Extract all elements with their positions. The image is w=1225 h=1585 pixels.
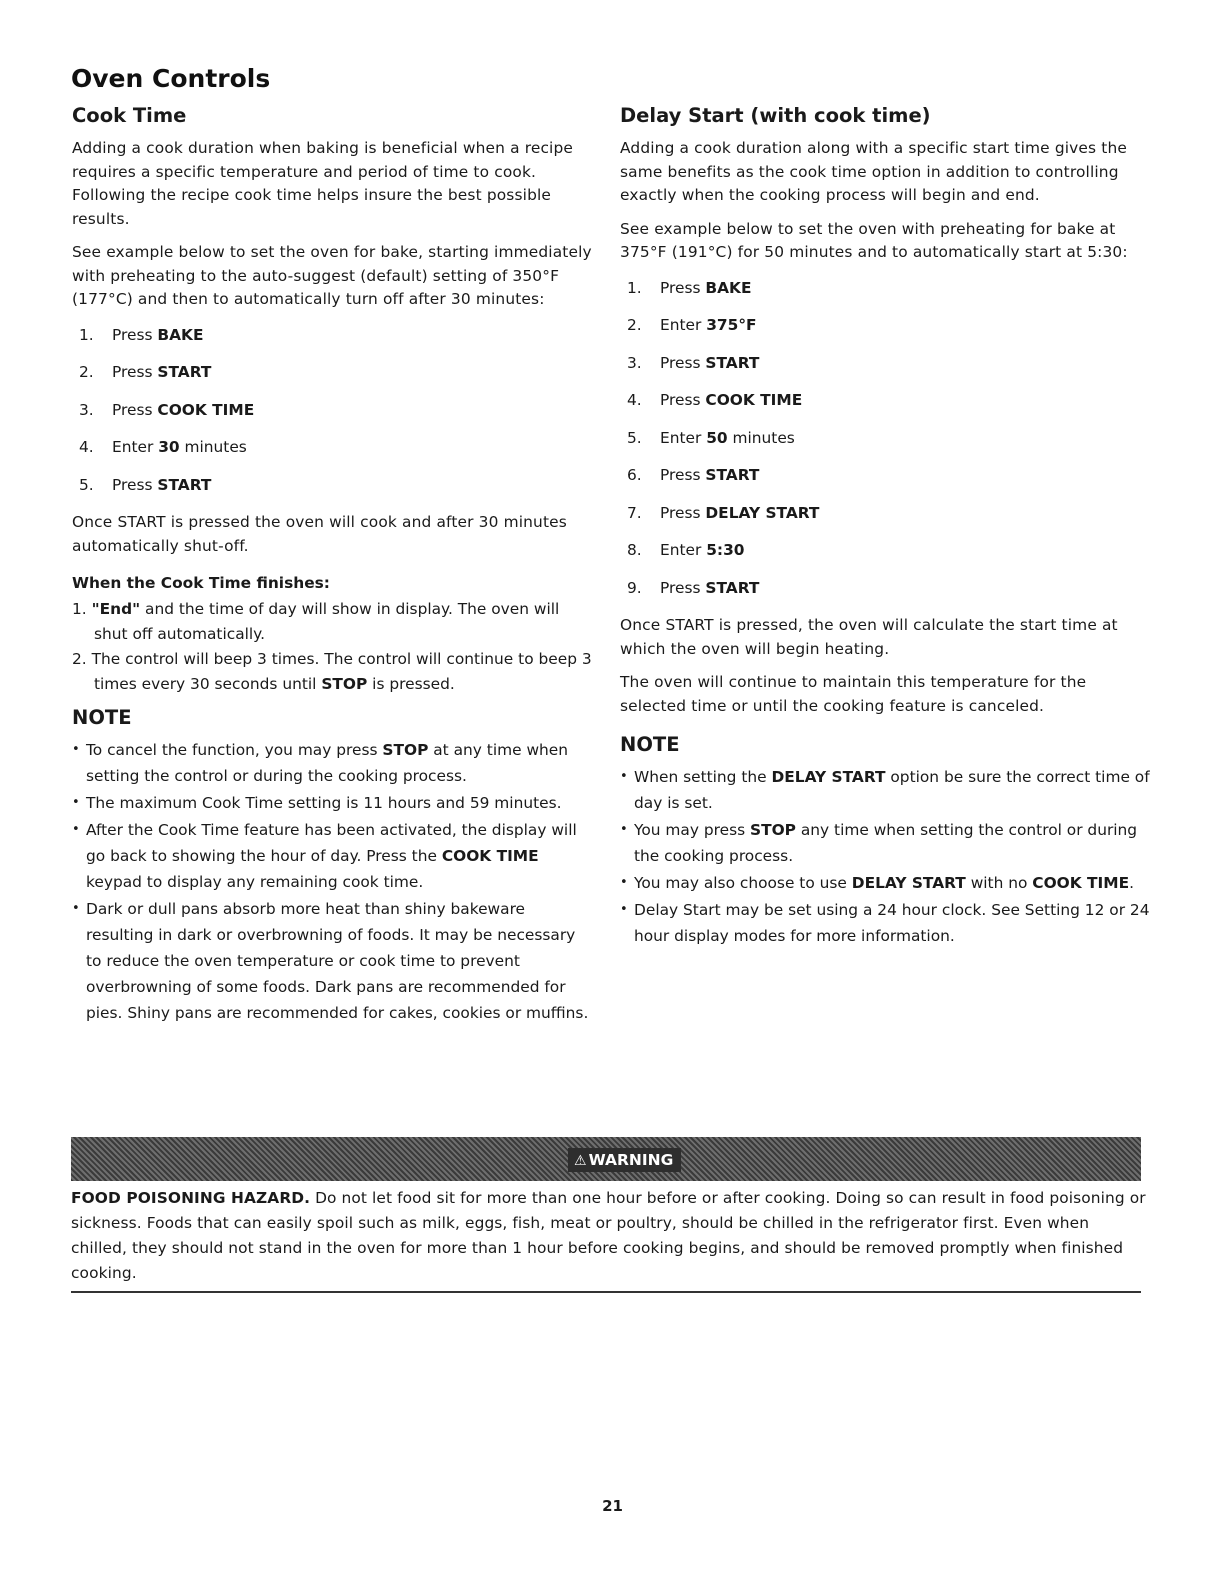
cook-time-heading: Cook Time <box>72 104 187 127</box>
delay-start-example: See example below to set the oven with preheating for bake at 375°F (191°C) for 50 minutes and to automatically start at 5:30: <box>620 219 1128 261</box>
warning-label: ⚠ WARNING <box>568 1148 681 1172</box>
step-item: 6. Press START <box>627 466 760 484</box>
step-item: 8. Enter 5:30 <box>627 541 745 559</box>
note-item: • To cancel the function, you may press STOP at any time when setting the control or during the cooking process. <box>72 737 592 789</box>
delay-start-after-2: The oven will continue to maintain this temperature for the selected time or until the cooking feature is canceled. <box>620 673 1087 715</box>
note-item: • Dark or dull pans absorb more heat than shiny bakeware resulting in dark or overbrowning of foods. It may be necessary to reduce the oven temperature or cook time to prevent overbrowning of some foods. Dark pans are recommended for pies. Shiny pans are recommended for cakes, cookies or muffins. <box>72 896 592 1026</box>
finish-item: 2. The control will beep 3 times. The control will continue to beep 3 times every 30 seconds until STOP is pressed. <box>72 650 592 693</box>
delay-start-after-1: Once START is pressed, the oven will calculate the start time at which the oven will begin heating. <box>620 616 1118 658</box>
delay-start-steps <box>620 277 1155 599</box>
cook-time-notes <box>72 737 592 1026</box>
warning-text: FOOD POISONING HAZARD. Do not let food sit for more than one hour before or after cooking. Doing so can result in food poisoning or sickness. Foods that can easily spoil such as milk, eggs, fish, meat or poultry, should be chilled in the refrigerator first. Even when chilled, they should not stand in the oven for more than 1 hour before cooking begins, and should be removed promptly when finished cooking. <box>71 1189 1146 1282</box>
step-item: 5. Press START <box>79 475 212 494</box>
step-item: 3. Press COOK TIME <box>79 400 255 419</box>
delay-start-intro: Adding a cook duration along with a specific start time gives the same benefits as the cook time option in addition to controlling exactly when the cooking process will begin and end. <box>620 139 1127 204</box>
cook-time-example: See example below to set the oven for bake, starting immediately with preheating to the auto-suggest (default) setting of 350°F (177°C) and then to automatically turn off after 30 minutes: <box>72 243 592 308</box>
warning-rule-divider <box>71 1291 1141 1293</box>
step-item: 9. Press START <box>627 578 760 597</box>
note-item: • You may press STOP any time when setting the control or during the cooking process. <box>620 817 1155 869</box>
cook-time-steps <box>72 324 592 496</box>
step-item: 2. Enter 375°F <box>627 316 757 334</box>
step-item: 5. Enter 50 minutes <box>627 428 795 447</box>
note-item: • When setting the DELAY START option be sure the correct time of day is set. <box>620 764 1155 816</box>
delay-start-section <box>620 104 1155 950</box>
cook-time-intro: Adding a cook duration when baking is beneficial when a recipe requires a specific temperature and period of time to cook. Following the recipe cook time helps insure the best possible results. <box>72 139 574 228</box>
delay-start-notes <box>620 764 1155 949</box>
step-item: 4. Enter 30 minutes <box>79 438 247 456</box>
delay-start-note-heading: NOTE <box>620 733 680 756</box>
note-item: • You may also choose to use DELAY START with no COOK TIME. <box>620 870 1155 896</box>
step-item: 7. Press DELAY START <box>627 503 820 522</box>
step-item: 1. Press BAKE <box>627 278 752 297</box>
finish-item: 1. "End" and the time of day will show in display. The oven will shut off automatically. <box>72 600 560 643</box>
step-item: 2. Press START <box>79 363 212 381</box>
delay-start-heading: Delay Start (with cook time) <box>620 104 931 127</box>
warning-triangle-icon: ⚠ <box>574 1153 587 1169</box>
note-item: • Delay Start may be set using a 24 hour clock. See Setting 12 or 24 hour display modes for more information. <box>620 897 1155 949</box>
step-item: 3. Press START <box>627 353 760 372</box>
step-item: 1. Press BAKE <box>79 325 204 344</box>
hazard-title: FOOD POISONING HAZARD. <box>71 1189 311 1207</box>
cook-time-note-heading: NOTE <box>72 706 132 729</box>
cook-time-after-steps: Once START is pressed the oven will cook and after 30 minutes automatically shut-off. <box>72 513 567 555</box>
finish-heading: When the Cook Time finishes: <box>72 574 330 592</box>
note-item: • After the Cook Time feature has been activated, the display will go back to showing the hour of day. Press the COOK TIME keypad to display any remaining cook time. <box>72 817 592 895</box>
page-number: 21 <box>602 1497 623 1515</box>
finish-list <box>72 597 592 697</box>
note-item: • The maximum Cook Time setting is 11 hours and 59 minutes. <box>72 790 592 816</box>
step-item: 4. Press COOK TIME <box>627 391 803 409</box>
page-title: Oven Controls <box>71 64 271 93</box>
cook-time-section <box>72 104 592 1027</box>
